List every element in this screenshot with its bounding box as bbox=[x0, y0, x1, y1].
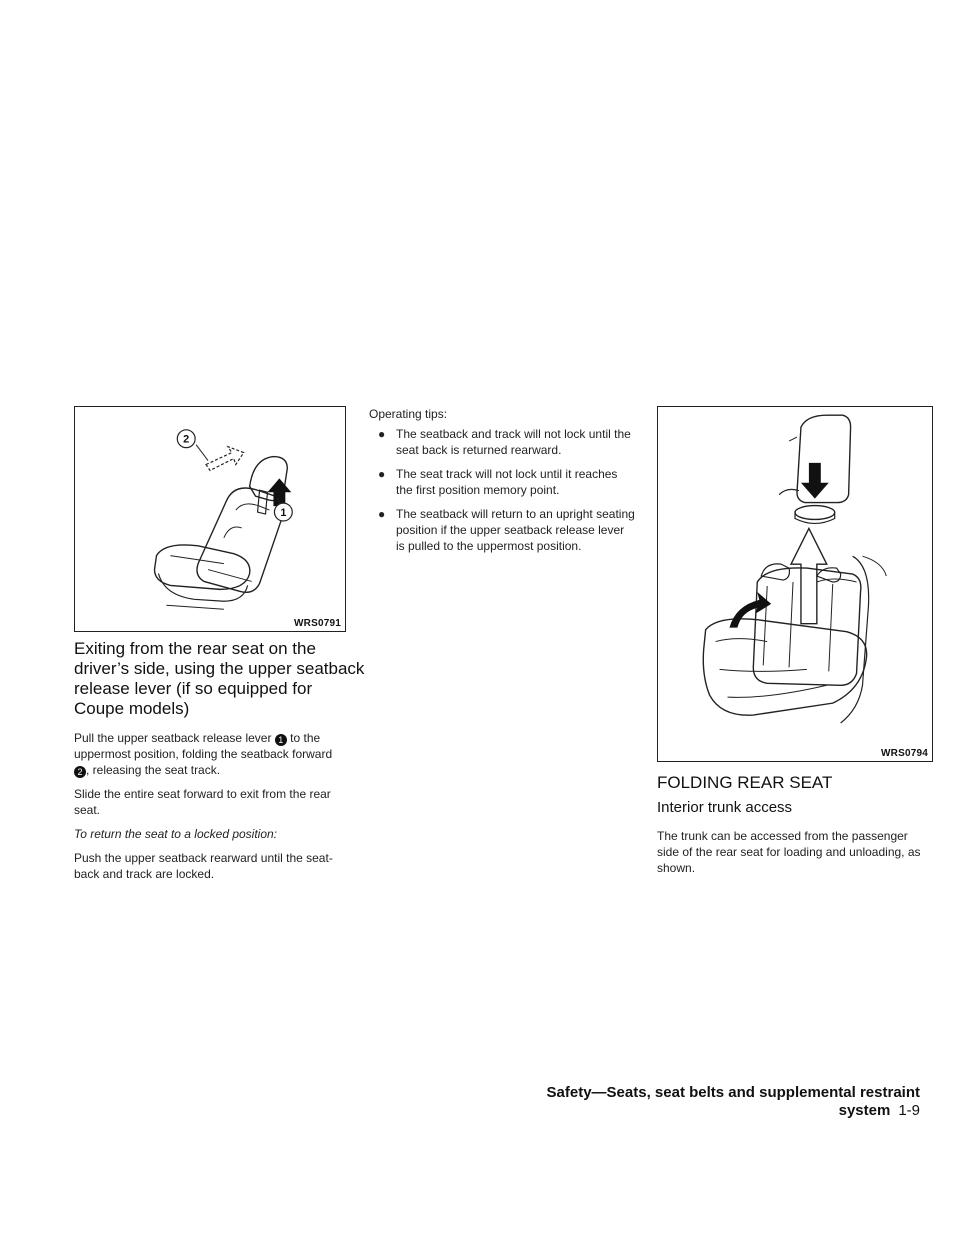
bullet-line: is pulled to the uppermost position. bbox=[396, 539, 582, 553]
italic-subheading: To return the seat to a locked position: bbox=[74, 827, 278, 841]
trunk-illustration bbox=[658, 407, 932, 761]
bullet-icon: ● bbox=[378, 507, 386, 521]
bullet-line: the first position memory point. bbox=[396, 483, 560, 497]
page-footer bbox=[480, 1084, 920, 1120]
tip-bullet bbox=[378, 466, 648, 498]
callout-1-label: 1 bbox=[280, 507, 287, 520]
bullet-line: position if the upper seatback release lever bbox=[396, 523, 625, 537]
marker-1-icon: 1 bbox=[275, 734, 287, 746]
body-line: side of the rear seat for loading and unloading, as bbox=[657, 845, 921, 859]
tip-bullet bbox=[378, 506, 648, 554]
fold-subheading: Interior trunk access bbox=[657, 799, 793, 816]
trunk-figure bbox=[657, 406, 933, 762]
exit-heading-line: Coupe models) bbox=[74, 699, 190, 718]
body-line: The trunk can be accessed from the passenger bbox=[657, 829, 908, 843]
body-line: uppermost position, folding the seatback forward bbox=[74, 747, 333, 761]
figure-code: WRS0791 bbox=[294, 618, 341, 629]
figure-code: WRS0794 bbox=[881, 748, 928, 759]
exit-heading-line: driver’s side, using the upper seatback bbox=[74, 659, 365, 678]
bullet-icon: ● bbox=[378, 467, 386, 481]
text-run: Pull the upper seatback release lever bbox=[74, 731, 272, 745]
bullet-line: The seatback will return to an upright seating bbox=[396, 507, 635, 521]
tip-bullet bbox=[378, 426, 648, 458]
bullet-line: The seat track will not lock until it reaches bbox=[396, 467, 618, 481]
body-line bbox=[74, 730, 320, 746]
body-line: Slide the entire seat forward to exit from the rear bbox=[74, 787, 331, 801]
seat-illustration bbox=[75, 407, 345, 631]
seat-figure bbox=[74, 406, 346, 632]
tips-intro: Operating tips: bbox=[369, 407, 448, 421]
footer-section-title: Safety—Seats, seat belts and supplemental restraint system bbox=[546, 1084, 920, 1119]
body-line: Push the upper seatback rearward until the seat- bbox=[74, 851, 333, 865]
exit-heading-line: release lever (if so equipped for bbox=[74, 679, 313, 698]
body-line: shown. bbox=[657, 861, 696, 875]
bullet-line: The seatback and track will not lock until the bbox=[396, 427, 631, 441]
text-run: to the bbox=[290, 731, 321, 745]
page-number: 1-9 bbox=[898, 1102, 920, 1119]
body-line bbox=[74, 762, 220, 778]
body-line: back and track are locked. bbox=[74, 867, 215, 881]
body-line: seat. bbox=[74, 803, 101, 817]
bullet-line: seat back is returned rearward. bbox=[396, 443, 562, 457]
bullet-icon: ● bbox=[378, 427, 386, 441]
fold-heading: FOLDING REAR SEAT bbox=[657, 773, 833, 792]
text-run: , releasing the seat track. bbox=[86, 763, 221, 777]
exit-heading-line: Exiting from the rear seat on the bbox=[74, 639, 316, 658]
callout-2-label: 2 bbox=[183, 433, 190, 446]
marker-2-icon: 2 bbox=[74, 766, 86, 778]
